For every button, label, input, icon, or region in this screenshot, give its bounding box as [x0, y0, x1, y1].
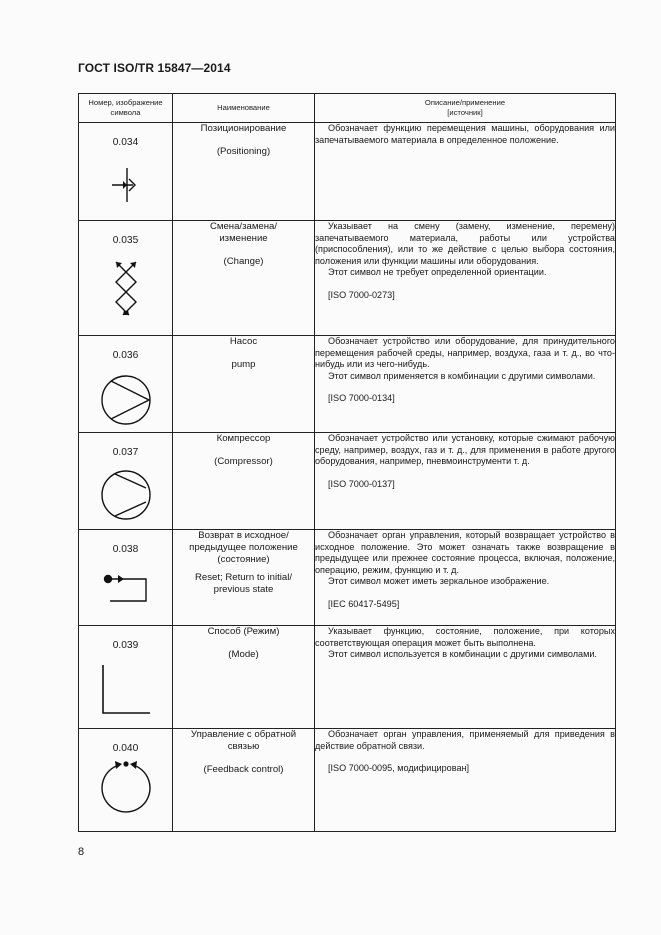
table-row [79, 626, 616, 729]
symbol-number: 0.035 [112, 235, 139, 246]
symbol-name-cell [173, 626, 315, 729]
name-line: (Feedback control) [203, 764, 284, 775]
description-paragraph: Указывает функцию, состояние, положение, при которых соответствующая операция может быть выполнена. [315, 626, 615, 648]
symbol-number: 0.038 [112, 544, 139, 555]
table-row [79, 336, 616, 433]
symbol-cell [79, 530, 173, 626]
mode-corner-icon [98, 663, 154, 719]
table-row [79, 221, 616, 336]
positioning-arrow-icon [106, 162, 146, 208]
table-row [79, 530, 616, 626]
name-line: Управление с обратной [190, 729, 297, 740]
symbol-number: 0.040 [112, 743, 139, 754]
description-cell [315, 626, 616, 729]
name-line: Reset; Return to initial/ [194, 572, 293, 583]
source-reference: [ISO 7000-0095, модифицирован] [328, 763, 470, 773]
name-line: связью [227, 741, 260, 752]
name-line: Способ (Режим) [207, 626, 280, 637]
symbol-number: 0.039 [112, 640, 139, 651]
reset-return-arrow-icon [98, 565, 154, 607]
name-line: Компрессор [216, 433, 271, 444]
compressor-circle-icon [99, 468, 153, 522]
name-line: Смена/замена/ [209, 221, 278, 232]
table-row [79, 433, 616, 530]
name-line: Позиционирование [200, 123, 287, 134]
pump-circle-icon [99, 373, 153, 427]
document-title: ГОСТ ISO/TR 15847—2014 [78, 61, 231, 75]
description-cell [315, 123, 616, 221]
symbol-cell [79, 123, 173, 221]
description-paragraph: Этот символ используется в комбинации с другими символами. [328, 649, 597, 659]
change-cross-arrows-icon [106, 254, 146, 318]
symbol-name-cell [173, 530, 315, 626]
symbol-name-cell [173, 123, 315, 221]
source-reference: [IEC 60417-5495] [328, 598, 400, 609]
symbol-name-cell [173, 336, 315, 433]
name-line: (Change) [223, 256, 264, 267]
description-paragraph: Обозначает функцию перемещения машины, оборудования или запечатываемого материала в определенное положение. [315, 123, 615, 145]
source-reference: [ISO 7000-0134] [328, 393, 395, 403]
description-paragraph: Обозначает орган управления, применяемый для приведения в действие обратной связи. [315, 729, 615, 751]
source-reference: [ISO 7000-0137] [328, 478, 395, 489]
description-paragraph: Этот символ может иметь зеркальное изображение. [328, 576, 550, 586]
name-line: (Mode) [228, 649, 259, 660]
description-cell [315, 729, 616, 832]
table-row [79, 123, 616, 221]
name-line: (состояние) [217, 554, 270, 565]
table-row [79, 729, 616, 832]
description-paragraph: Этот символ применяется в комбинации с другими символами. [328, 370, 596, 381]
description-paragraph: Этот символ не требует определенной ориентации. [328, 267, 547, 277]
column-header-name: Наименование [173, 94, 315, 123]
symbol-name-cell [173, 433, 315, 530]
symbols-table [78, 93, 616, 832]
description-paragraph: Обозначает устройство или оборудование, для принудительного перемещения рабочей среды, например, воздуха, газа и т. д., во что-нибудь или из чего-нибудь. [315, 336, 615, 369]
symbol-cell [79, 626, 173, 729]
name-line: pump [231, 359, 256, 370]
source-reference: [ISO 7000-0273] [328, 289, 395, 300]
symbol-number: 0.034 [112, 137, 139, 148]
description-cell [315, 530, 616, 626]
description-cell [315, 221, 616, 336]
symbol-name-cell [173, 221, 315, 336]
name-line: изменение [219, 233, 268, 244]
table-header-row [79, 94, 616, 123]
description-paragraph: Указывает на смену (замену, изменение, перемену) запечатываемого материала, работы или устройства (приспособления), или то же действие с целью выбора состояния, положения или функции машины или оборудования. [315, 221, 615, 266]
symbol-number: 0.037 [112, 447, 139, 458]
page-number: 8 [78, 846, 85, 858]
symbol-cell [79, 729, 173, 832]
name-line: Возврат в исходное/ [198, 530, 289, 541]
symbol-cell [79, 221, 173, 336]
symbol-name-cell [173, 729, 315, 832]
description-cell [315, 336, 616, 433]
name-line: предыдущее положение [189, 542, 298, 553]
symbol-cell [79, 433, 173, 530]
symbol-number: 0.036 [112, 350, 139, 361]
symbol-cell [79, 336, 173, 433]
description-cell [315, 433, 616, 530]
column-header-number: Номер, изображение символа [79, 94, 173, 123]
name-line: previous state [213, 584, 274, 595]
column-header-description: Описание/применение [источник] [315, 94, 616, 123]
name-line: (Positioning) [216, 146, 271, 157]
name-line: (Compressor) [214, 456, 273, 467]
name-line: Насос [229, 336, 258, 347]
description-paragraph: Обозначает устройство или установку, которые сжимают рабочую среду, например, воздух, газ и т. д., для применения в работе другого оборудования, например, пневмоинструменти т. д. [315, 433, 615, 466]
description-paragraph: Обозначает орган управления, который возвращает устройство в исходное положение. Это может означать также возвращение в предыдущее или прежнее состояние процесса, включая, положение, операцию, режим, функцию и т. д. [315, 530, 615, 575]
feedback-control-circle-icon [98, 756, 154, 814]
